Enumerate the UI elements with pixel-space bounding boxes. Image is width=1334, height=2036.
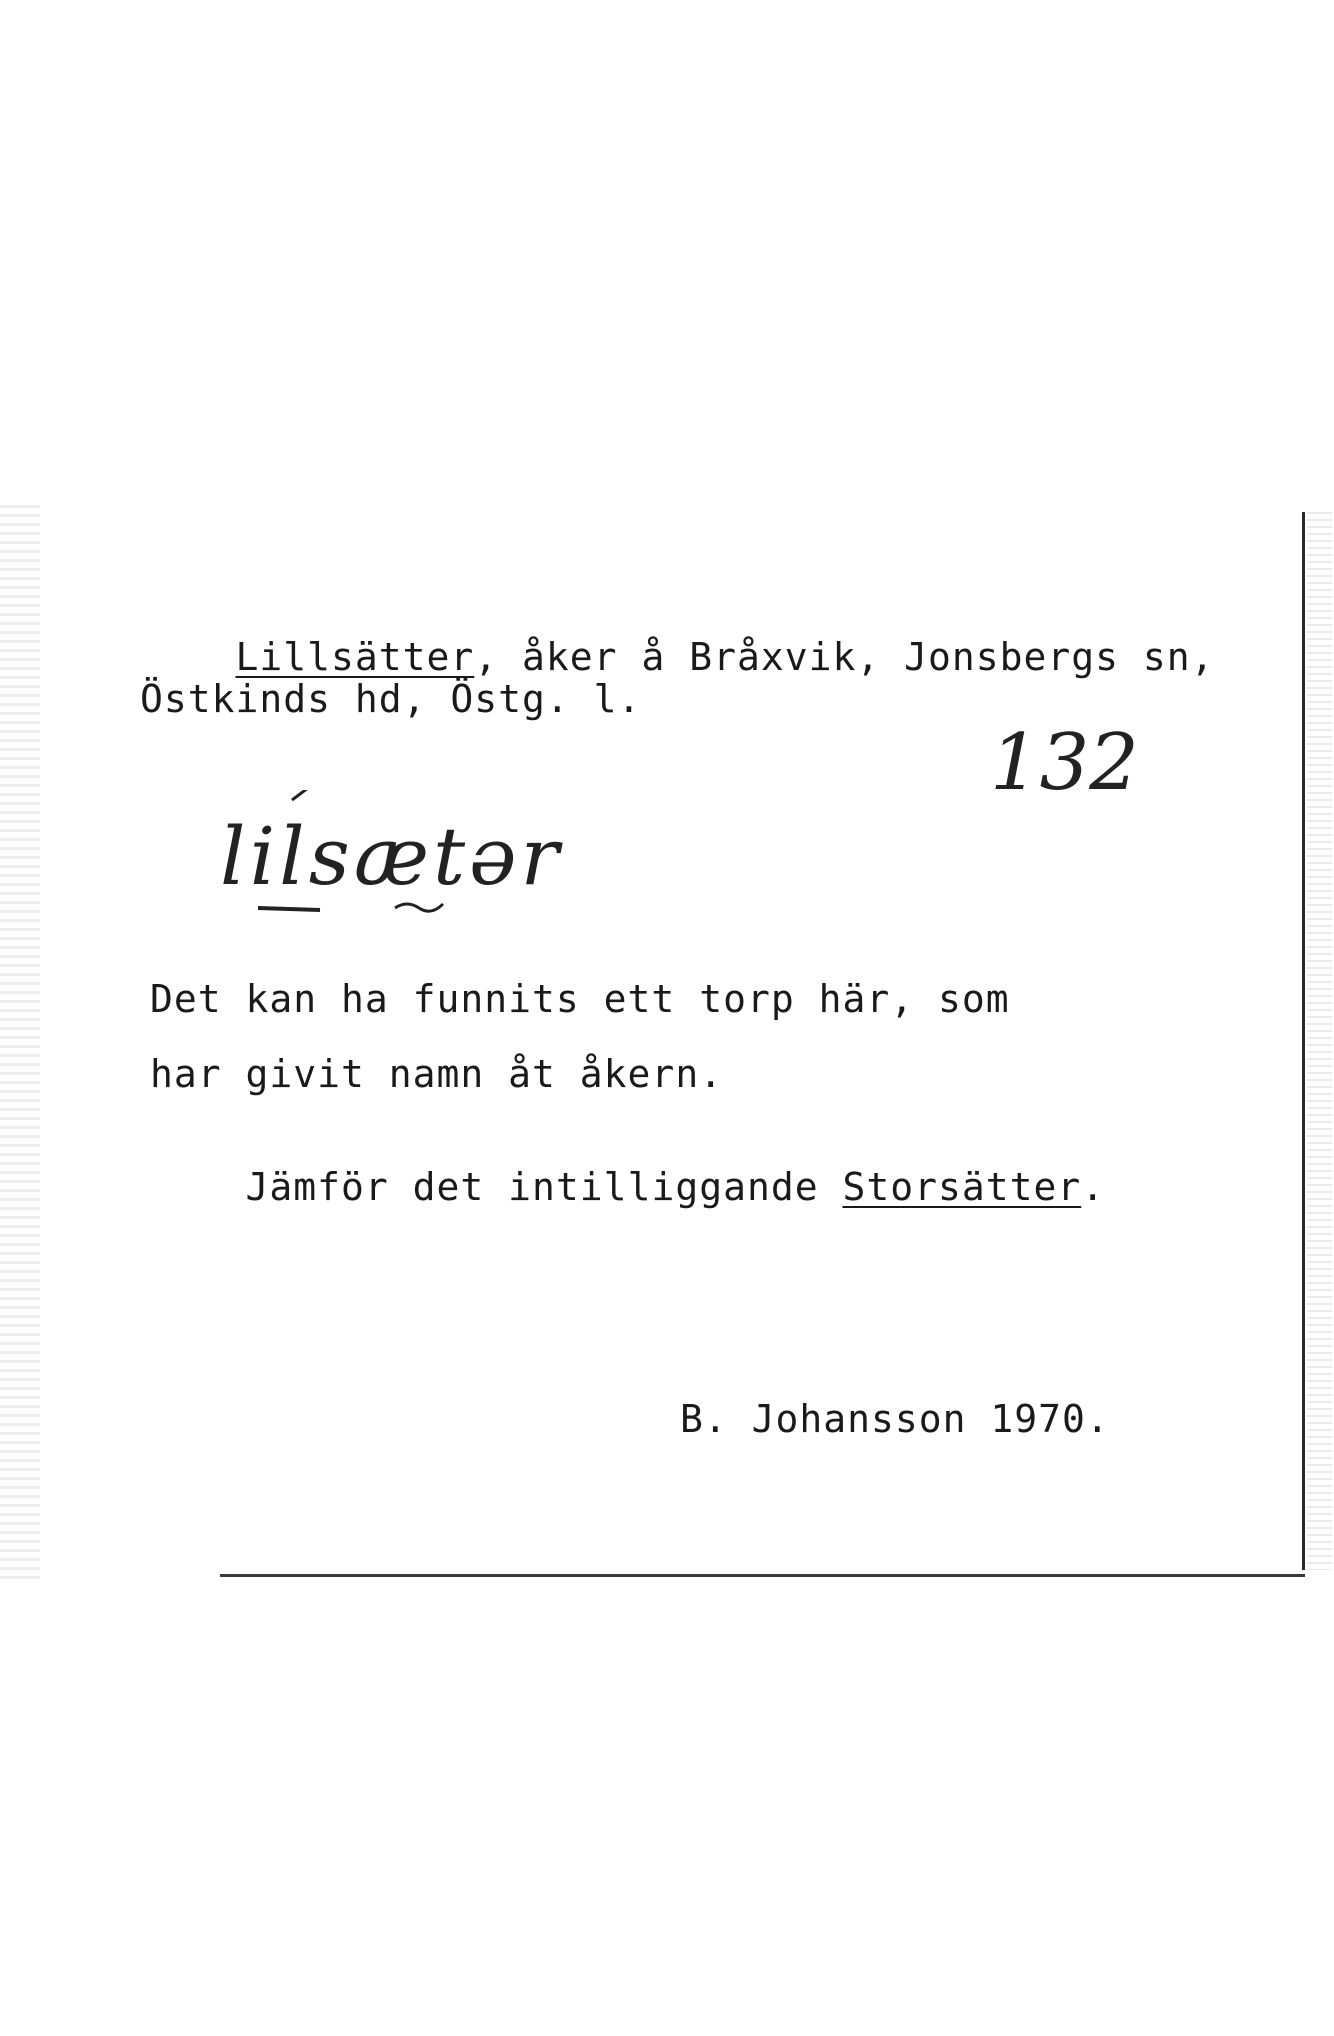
body-line-3-suffix: .	[1081, 1165, 1106, 1209]
handwritten-number: 132	[990, 718, 1139, 808]
body-line-3-prefix: Jämför det intilliggande	[245, 1165, 843, 1209]
district-line: Östkinds hd, Östg. l.	[140, 677, 642, 721]
signature: B. Johansson 1970.	[680, 1397, 1110, 1441]
reference-name: Storsätter	[842, 1165, 1082, 1209]
tilde-mark	[395, 904, 443, 911]
body-line-1: Det kan ha funnits ett torp här, som	[150, 977, 1010, 1021]
acute-accent-mark	[292, 790, 308, 800]
body-line-2: har givit namn åt åkern.	[150, 1052, 724, 1096]
body-line-3	[150, 1130, 1105, 1244]
heading-description: , åker å Bråxvik, Jonsbergs sn,	[474, 635, 1215, 679]
card-right-speckle	[1307, 512, 1332, 1570]
handwritten-phonetic: lilsætər	[220, 810, 563, 903]
card-bottom-border	[220, 1574, 1305, 1577]
card-left-edge	[0, 505, 40, 1585]
phonetic-marks	[220, 790, 550, 930]
place-name: Lillsätter	[235, 635, 475, 679]
card-right-border	[1302, 512, 1305, 1570]
underline-mark	[258, 908, 320, 910]
